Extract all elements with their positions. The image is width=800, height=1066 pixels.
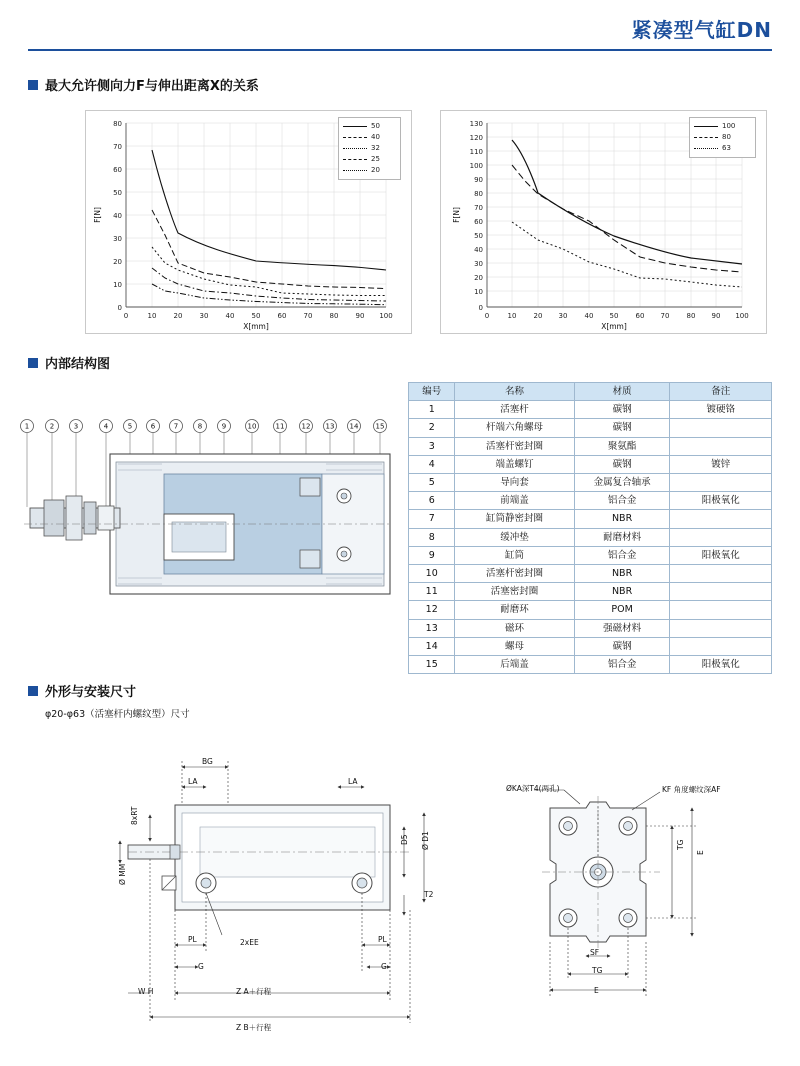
- dim-label-e-bottom: E: [594, 986, 599, 995]
- svg-text:130: 130: [469, 120, 483, 128]
- legend-label: 20: [371, 166, 380, 174]
- svg-text:10: 10: [247, 422, 257, 431]
- cell-material: 强磁材料: [574, 619, 670, 637]
- dim-label-bg: BG: [202, 757, 213, 766]
- legend-item: [694, 121, 750, 132]
- svg-text:1: 1: [24, 422, 30, 431]
- cell-number: 1: [409, 401, 455, 419]
- cell-name: 导向套: [455, 474, 574, 492]
- dim-label-e-right: E: [696, 850, 705, 855]
- svg-text:40: 40: [474, 246, 483, 254]
- dim-label-sf: SF: [590, 948, 600, 957]
- table-row: [409, 565, 772, 583]
- chart-2-legend: [689, 117, 756, 158]
- cell-name: 耐磨环: [455, 601, 574, 619]
- svg-text:30: 30: [558, 312, 568, 320]
- dim-label-mm: Ø MM: [118, 863, 127, 885]
- svg-text:0: 0: [478, 304, 483, 312]
- cell-material: 碳钢: [574, 419, 670, 437]
- dim-label-pl-left: PL: [188, 935, 197, 944]
- dim-label-wh: W H: [138, 987, 154, 996]
- svg-text:40: 40: [584, 312, 594, 320]
- cell-number: 12: [409, 601, 455, 619]
- legend-key-solid: [694, 126, 718, 127]
- svg-text:50: 50: [609, 312, 619, 320]
- svg-text:80: 80: [113, 120, 122, 128]
- cell-remark: [670, 419, 772, 437]
- cell-name: 缸筒: [455, 546, 574, 564]
- cell-number: 13: [409, 619, 455, 637]
- cell-name: 缓冲垫: [455, 528, 574, 546]
- section-label: 外形与安装尺寸: [45, 685, 137, 700]
- dim-label-g-right: G: [381, 962, 387, 971]
- legend-item: [343, 121, 395, 132]
- svg-text:70: 70: [303, 312, 313, 320]
- svg-text:60: 60: [113, 166, 122, 174]
- parts-table: [408, 382, 772, 674]
- cell-remark: [670, 583, 772, 601]
- cell-remark: 阳极氧化: [670, 656, 772, 674]
- svg-text:40: 40: [113, 212, 122, 220]
- table-row: [409, 492, 772, 510]
- cell-material: 碳钢: [574, 637, 670, 655]
- svg-text:8: 8: [197, 422, 203, 431]
- svg-text:14: 14: [349, 422, 359, 431]
- svg-text:F[N]: F[N]: [93, 207, 102, 223]
- svg-text:15: 15: [375, 422, 385, 431]
- legend-item: [343, 154, 395, 165]
- dim-label-za: Z A＋行程: [236, 987, 272, 996]
- cutaway-svg: [14, 412, 394, 612]
- cell-material: 碳钢: [574, 401, 670, 419]
- svg-text:100: 100: [735, 312, 749, 320]
- cell-name: 前端盖: [455, 492, 574, 510]
- legend-label: 25: [371, 155, 380, 163]
- legend-item: [694, 143, 750, 154]
- cell-remark: 阳极氧化: [670, 546, 772, 564]
- svg-text:F[N]: F[N]: [452, 207, 461, 223]
- cutaway-drawing: [14, 412, 394, 612]
- svg-text:6: 6: [150, 422, 156, 431]
- dim-label-tg-bottom: TG: [592, 966, 603, 975]
- cell-material: 耐磨材料: [574, 528, 670, 546]
- svg-text:50: 50: [474, 232, 483, 240]
- section-label: 最大允许侧向力F与伸出距离X的关系: [45, 79, 259, 94]
- cell-remark: [670, 565, 772, 583]
- svg-text:30: 30: [474, 260, 483, 268]
- cell-number: 8: [409, 528, 455, 546]
- chart-1-legend: [338, 117, 401, 180]
- th-name: 名称: [455, 383, 574, 401]
- th-material: 材质: [574, 383, 670, 401]
- cell-name: 活塞杆密封圈: [455, 437, 574, 455]
- svg-text:100: 100: [469, 162, 483, 170]
- svg-text:50: 50: [251, 312, 261, 320]
- svg-text:0: 0: [123, 312, 129, 320]
- th-remark: 备注: [670, 383, 772, 401]
- svg-text:10: 10: [474, 288, 483, 296]
- cell-number: 3: [409, 437, 455, 455]
- dim-label-zb: Z B＋行程: [236, 1023, 272, 1032]
- cell-name: 磁环: [455, 619, 574, 637]
- svg-text:13: 13: [325, 422, 335, 431]
- cell-number: 2: [409, 419, 455, 437]
- th-number: 编号: [409, 383, 455, 401]
- legend-item: [343, 132, 395, 143]
- chart-force-vs-stroke-large: [440, 110, 767, 334]
- cell-name: 缸筒静密封圈: [455, 510, 574, 528]
- dim-label-rt: 8xRT: [130, 806, 139, 825]
- cell-number: 10: [409, 565, 455, 583]
- svg-text:80: 80: [474, 190, 483, 198]
- dimension-drawing-end: [520, 760, 750, 1000]
- legend-key-dotted: [343, 148, 367, 149]
- svg-text:80: 80: [329, 312, 339, 320]
- dim-label-g-left: G: [198, 962, 204, 971]
- svg-text:30: 30: [199, 312, 209, 320]
- legend-label: 100: [722, 122, 736, 130]
- svg-text:0: 0: [484, 312, 490, 320]
- table-row: [409, 583, 772, 601]
- cell-number: 14: [409, 637, 455, 655]
- cell-number: 9: [409, 546, 455, 564]
- svg-text:12: 12: [301, 422, 311, 431]
- table-row: [409, 419, 772, 437]
- legend-label: 32: [371, 144, 380, 152]
- cell-name: 杆端六角螺母: [455, 419, 574, 437]
- dim-label-tg-right: TG: [676, 839, 685, 850]
- svg-text:20: 20: [113, 258, 122, 266]
- table-row: [409, 437, 772, 455]
- svg-text:X[mm]: X[mm]: [601, 322, 627, 331]
- section-heading-internal-structure: [28, 353, 110, 372]
- legend-item: [343, 165, 395, 176]
- cell-number: 6: [409, 492, 455, 510]
- cell-name: 活塞杆密封圈: [455, 565, 574, 583]
- bullet-square-icon: [28, 80, 38, 90]
- svg-text:90: 90: [711, 312, 721, 320]
- legend-key-solid: [343, 126, 367, 127]
- cell-remark: [670, 474, 772, 492]
- legend-item: [343, 143, 395, 154]
- dim-label-d5: D5: [400, 834, 409, 845]
- cell-remark: [670, 437, 772, 455]
- legend-label: 80: [722, 133, 731, 141]
- cell-remark: [670, 528, 772, 546]
- svg-text:X[mm]: X[mm]: [243, 322, 269, 331]
- svg-text:100: 100: [379, 312, 393, 320]
- cell-material: NBR: [574, 510, 670, 528]
- table-row: [409, 474, 772, 492]
- cell-material: 碳钢: [574, 455, 670, 473]
- cell-remark: 阳极氧化: [670, 492, 772, 510]
- section-label: 内部结构图: [45, 357, 111, 372]
- table-row: [409, 637, 772, 655]
- svg-text:20: 20: [533, 312, 543, 320]
- svg-text:60: 60: [474, 218, 483, 226]
- dimension-end-svg: [520, 760, 750, 1000]
- svg-text:120: 120: [469, 134, 483, 142]
- legend-key-dotted: [694, 148, 718, 149]
- legend-key-dashed: [343, 137, 367, 138]
- svg-text:0: 0: [117, 304, 122, 312]
- legend-key-dashdot: [343, 159, 367, 160]
- bullet-square-icon: [28, 686, 38, 696]
- svg-text:30: 30: [113, 235, 122, 243]
- chart-force-vs-stroke-small: [85, 110, 412, 334]
- dimension-side-svg: [110, 745, 450, 1045]
- dim-label-d1: Ø D1: [421, 831, 430, 850]
- section-heading-dimensions: [28, 681, 136, 700]
- table-row: [409, 619, 772, 637]
- cell-name: 后端盖: [455, 656, 574, 674]
- cell-material: 聚氨酯: [574, 437, 670, 455]
- legend-key-dashdotdot: [343, 170, 367, 171]
- svg-text:90: 90: [355, 312, 365, 320]
- svg-text:10: 10: [113, 281, 122, 289]
- cell-remark: 镀硬铬: [670, 401, 772, 419]
- cell-number: 7: [409, 510, 455, 528]
- legend-key-dashed: [694, 137, 718, 138]
- legend-label: 40: [371, 133, 380, 141]
- cell-remark: [670, 601, 772, 619]
- svg-text:60: 60: [277, 312, 287, 320]
- dim-label-ka: ØKA深T4(两孔): [506, 784, 560, 793]
- dim-label-la-left: LA: [188, 777, 198, 786]
- cell-number: 15: [409, 656, 455, 674]
- svg-text:4: 4: [103, 422, 109, 431]
- dim-label-pl-right: PL: [378, 935, 387, 944]
- dim-label-kf: KF 角度螺纹深AF: [662, 785, 721, 794]
- svg-text:10: 10: [507, 312, 517, 320]
- dim-label-ee: 2xEE: [240, 938, 259, 947]
- cell-number: 4: [409, 455, 455, 473]
- svg-text:110: 110: [469, 148, 483, 156]
- table-row: [409, 528, 772, 546]
- cell-name: 活塞杆: [455, 401, 574, 419]
- cell-material: 铝合金: [574, 546, 670, 564]
- svg-text:7: 7: [173, 422, 179, 431]
- svg-text:70: 70: [113, 143, 122, 151]
- cell-number: 11: [409, 583, 455, 601]
- svg-text:9: 9: [221, 422, 227, 431]
- cell-material: 铝合金: [574, 492, 670, 510]
- table-row: [409, 455, 772, 473]
- svg-text:40: 40: [225, 312, 235, 320]
- header-divider: [28, 49, 772, 51]
- dimension-drawing-side: [110, 745, 450, 1045]
- svg-text:80: 80: [686, 312, 696, 320]
- svg-text:20: 20: [173, 312, 183, 320]
- dim-label-la-right: LA: [348, 777, 358, 786]
- table-row: [409, 510, 772, 528]
- bullet-square-icon: [28, 358, 38, 368]
- legend-item: [694, 132, 750, 143]
- svg-text:3: 3: [73, 422, 79, 431]
- table-row: [409, 546, 772, 564]
- svg-text:2: 2: [49, 422, 55, 431]
- cell-remark: [670, 619, 772, 637]
- svg-text:20: 20: [474, 274, 483, 282]
- section-heading-force-curve: [28, 75, 259, 94]
- svg-text:10: 10: [147, 312, 157, 320]
- svg-text:70: 70: [474, 204, 483, 212]
- cell-name: 活塞密封圈: [455, 583, 574, 601]
- dim-label-t2: T2: [424, 890, 434, 899]
- legend-label: 50: [371, 122, 380, 130]
- cell-material: NBR: [574, 565, 670, 583]
- table-row: [409, 601, 772, 619]
- svg-text:60: 60: [635, 312, 645, 320]
- table-row: [409, 656, 772, 674]
- legend-label: 63: [722, 144, 731, 152]
- svg-text:5: 5: [127, 422, 133, 431]
- svg-text:11: 11: [275, 422, 285, 431]
- cell-number: 5: [409, 474, 455, 492]
- cell-material: NBR: [574, 583, 670, 601]
- cell-material: POM: [574, 601, 670, 619]
- cell-material: 铝合金: [574, 656, 670, 674]
- page-header: [28, 14, 772, 51]
- svg-text:50: 50: [113, 189, 122, 197]
- cell-remark: [670, 637, 772, 655]
- dimension-subnote: φ20-φ63（活塞杆内螺纹型）尺寸: [45, 709, 190, 720]
- svg-text:70: 70: [660, 312, 670, 320]
- cell-remark: [670, 510, 772, 528]
- table-header-row: [409, 383, 772, 401]
- cell-material: 金属复合轴承: [574, 474, 670, 492]
- page-title: 紧凑型气缸DN: [631, 18, 772, 42]
- cell-name: 螺母: [455, 637, 574, 655]
- cell-name: 端盖螺钉: [455, 455, 574, 473]
- table-row: [409, 401, 772, 419]
- cell-remark: 镀锌: [670, 455, 772, 473]
- svg-text:90: 90: [474, 176, 483, 184]
